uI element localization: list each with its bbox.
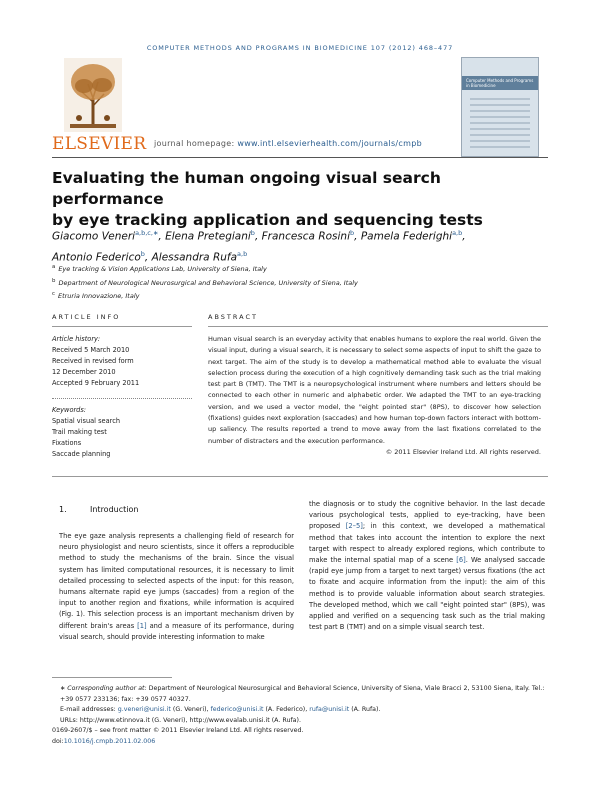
affiliation-text: Department of Neurological Neurosurgical and Behavioral Science, University of Siena, Italy — [58, 278, 358, 287]
body-text: the diagnosis or to study the cognitive behavior. In the last decade various psychological tests, applied to eye-tracking, have been proposed — [309, 500, 545, 531]
history-item: Received in revised form — [52, 357, 134, 365]
history-item: Accepted 9 February 2011 — [52, 379, 140, 387]
abstract-rule — [208, 326, 548, 327]
journal-citation-line: COMPUTER METHODS AND PROGRAMS IN BIOMEDICINE 107 (2012) 468–477 — [146, 44, 454, 52]
journal-cover-thumbnail — [461, 57, 539, 157]
footnotes — [52, 684, 548, 748]
affiliation-text: Eye tracking & Vision Applications Lab, University of Siena, Italy — [58, 265, 267, 274]
section-heading-introduction — [59, 505, 138, 514]
body-text: ; in this context, we developed a mathematical method that takes into account the intention to explore the next target with respect to already explored regions, which contribute to make the internal spatial map of a scene — [309, 522, 546, 565]
article-info-heading: ARTICLE INFO — [52, 313, 121, 321]
homepage-link[interactable]: www.intl.elsevierhealth.com/journals/cmpb — [237, 139, 422, 148]
keywords-label: Keywords: — [52, 406, 87, 414]
abstract-heading: ABSTRACT — [208, 313, 258, 321]
keyword-item: Spatial visual search — [52, 417, 121, 425]
email-owner: (A. Federico), — [263, 706, 310, 714]
affiliation-mark: b — [52, 277, 56, 284]
cover-title: Computer Methods and Programs in Biomedicine — [466, 78, 534, 88]
citation-link[interactable]: [6] — [456, 556, 466, 565]
intro-left-column — [59, 531, 294, 643]
affiliation-item — [52, 289, 552, 303]
author-affil-mark: a,b,c,∗ — [135, 229, 159, 237]
doi-link[interactable]: 10.1016/j.cmpb.2011.02.006 — [63, 737, 156, 745]
footnote-rule — [52, 677, 172, 678]
author-name[interactable]: Elena Pretegiani — [165, 230, 251, 243]
section-number: 1. — [59, 505, 67, 514]
history-label: Article history: — [52, 335, 101, 343]
author-name[interactable]: Giacomo Veneri — [52, 230, 136, 243]
header-rule — [52, 157, 548, 158]
author-sep: , — [462, 230, 466, 243]
doi-line — [52, 737, 548, 748]
email-owner: (G. Veneri), — [170, 706, 211, 714]
history-item: Received 5 March 2010 — [52, 346, 130, 354]
author-name[interactable]: Pamela Federighi — [360, 230, 453, 243]
email-link[interactable]: g.veneri@unisi.it — [117, 706, 171, 714]
author-sep: , — [144, 251, 152, 263]
corresponding-label: ∗ Corresponding author at: — [60, 685, 147, 692]
citation-link[interactable]: [2–5] — [345, 522, 363, 531]
email-label: E-mail addresses: — [60, 706, 118, 714]
issn-line: 0169-2607/$ – see front matter © 2011 Elsevier Ireland Ltd. All rights reserved. — [52, 727, 304, 735]
title-line-2: by eye tracking application and sequencing tests — [52, 211, 483, 229]
keyword-item: Fixations — [52, 439, 82, 447]
affiliation-mark: a — [52, 264, 56, 270]
author-name[interactable]: Antonio Federico — [52, 251, 141, 263]
author-sep: , — [158, 230, 166, 243]
body-text: The eye gaze analysis represents a challenging field of research for neuro physiologist and neuro scientists, since it offers a reproducible method to study the mechanisms of the brain. Since the visual system has limited computational resources, it is necessary to limit detailed processing to selected aspects of the input: for this reason, humans alternate rapid eye jumps (saccades) from a region of the input to another region and fixations, while information is acquired (Fig. 1). This selection process is an important mechanism driven by different brain's areas — [59, 532, 294, 630]
email-link[interactable]: rufa@unisi.it — [309, 706, 350, 714]
abstract-bottom-rule — [52, 476, 548, 477]
citation-link[interactable]: [1] — [137, 621, 147, 630]
elsevier-tree-icon — [64, 58, 122, 132]
title-line-1: Evaluating the human ongoing visual search performance — [52, 169, 441, 208]
email-note — [52, 705, 548, 716]
author-list — [52, 225, 552, 266]
author-name[interactable]: Alessandra Rufa — [151, 251, 238, 263]
author-affil-mark: a,b — [452, 229, 463, 237]
info-rule — [52, 326, 192, 327]
author-affil-mark: a,b — [237, 249, 248, 258]
abstract-text: Human visual search is an everyday activity that enables humans to explore the real world. Given the visual input, during a visual search, it is necessary to select some aspects of input to shift the gaze to next target. The aim of the study is to develop a mathematical method able to evaluate the visual selection process during the execution of a high cognitively demanding task such as the trial making test part B (TMT). The TMT is a neuropsychological instrument where numbers and letters should be connected to each other in numeric and alphabetic order. We adapted the TMT to an eye-tracking version, and we used a vector model, the "eight pointed star" (8PS), to discover how selection (fixations) guides next exploration (saccades) and how human top-down factors interact with bottom-up saliency. The results reported a trend to move away from the last fixations correlated to the number of distracters and the execution performance. — [208, 335, 541, 445]
keyword-item: Saccade planning — [52, 450, 111, 458]
article-title — [52, 168, 552, 231]
author-affil-mark: b — [350, 229, 355, 237]
elsevier-wordmark: ELSEVIER — [52, 134, 147, 154]
author-affil-mark: b — [140, 249, 145, 258]
affiliation-item — [52, 262, 552, 276]
email-owner: (A. Rufa). — [349, 706, 381, 714]
intro-right-column — [309, 499, 545, 633]
info-divider — [52, 398, 192, 399]
abstract-copyright: © 2011 Elsevier Ireland Ltd. All rights reserved. — [385, 447, 541, 456]
corresponding-text: Department of Neurological Neurosurgical and Behavioral Science, University of Siena, Viale Bracci 2, 53100 Siena, Italy. Tel.: +39 0577 233136; fax: +39 0577 40327. — [60, 685, 545, 703]
author-affil-mark: b — [250, 229, 255, 237]
doi-label: doi: — [52, 737, 64, 745]
keyword-item: Trail making test — [52, 428, 107, 436]
journal-homepage — [154, 139, 422, 148]
article-history — [52, 334, 192, 389]
author-sep: , — [354, 230, 361, 243]
elsevier-logo — [52, 58, 147, 154]
affiliation-item — [52, 276, 552, 290]
author-sep: , — [254, 230, 262, 243]
corresponding-author-note — [52, 684, 548, 705]
abstract-body — [208, 334, 541, 458]
body-text: . We analysed saccade (rapid eye jump from a target to next target) versus fixations (the act to fixate and acquire information from the input): the aim of this method is to provide valuable information about search strategies. The developed method, which we call "eight pointed star" (8PS), was applied and verified on a sequencing task such as the trial making test part B (TMT) and on a simple visual search test. — [309, 556, 545, 632]
affiliation-text: Etruria Innovazione, Italy — [57, 292, 140, 301]
history-item: 12 December 2010 — [52, 368, 116, 376]
author-name[interactable]: Francesca Rosini — [261, 230, 350, 243]
affiliation-list — [52, 262, 552, 303]
affiliation-mark: c — [52, 291, 55, 298]
homepage-label: journal homepage: — [154, 139, 238, 148]
keyword-list — [52, 405, 192, 460]
email-link[interactable]: federico@unisi.it — [210, 706, 264, 714]
urls-note: URLs: http://www.etinnova.it (G. Veneri), http://www.evalab.unisi.it (A. Rufa). — [60, 716, 301, 724]
body-text: and a measure of its performance, during visual search, should provide interesting information to make — [59, 621, 294, 641]
section-title: Introduction — [90, 505, 139, 514]
